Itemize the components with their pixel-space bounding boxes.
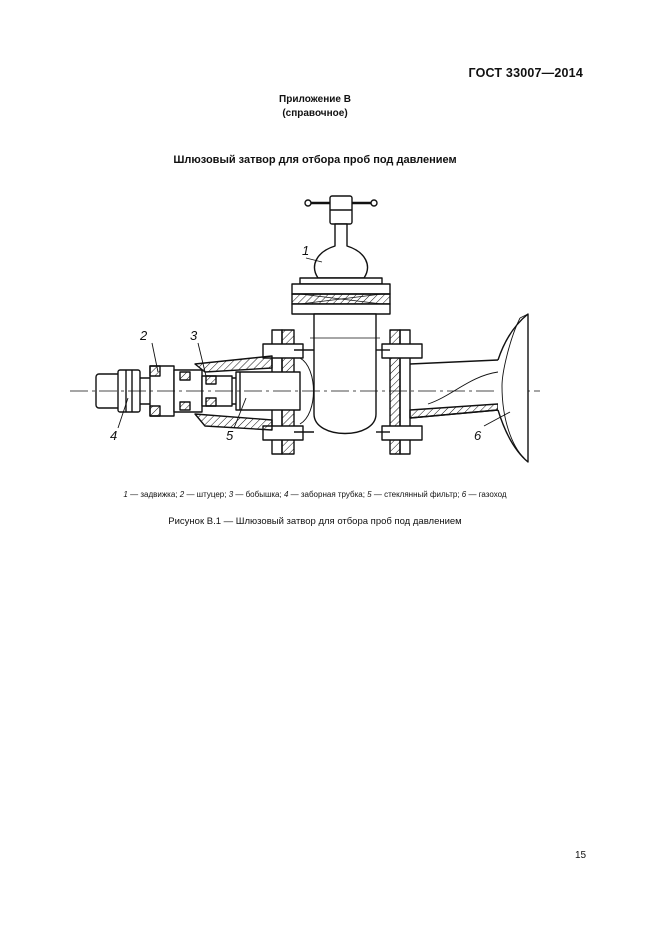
legend-num: 4 [283, 490, 289, 499]
appendix-type: (справочное) [282, 108, 348, 119]
gas-duct [410, 314, 528, 462]
legend-text: газоход [478, 490, 507, 499]
callout-1: 1 [302, 243, 310, 258]
legend-num: 6 [461, 490, 467, 499]
appendix-title: Приложение В [279, 94, 351, 105]
legend-num: 5 [367, 490, 372, 499]
legend-num: 2 [179, 490, 185, 499]
handwheel [305, 196, 377, 224]
callout-4: 4 [110, 428, 118, 443]
callout-2: 2 [140, 328, 148, 343]
legend-text: задвижка [140, 490, 176, 499]
callout-3: 3 [190, 328, 198, 343]
figure-caption: Рисунок В.1 — Шлюзовый затвор для отбора проб под давлением [168, 516, 462, 527]
section-title: Шлюзовый затвор для отбора проб под давлением [173, 154, 457, 166]
right-flange [376, 330, 422, 454]
page-number: 15 [575, 850, 587, 861]
callout-5: 5 [226, 428, 234, 443]
legend-text: бобышка [245, 490, 280, 499]
legend-text: заборная трубка [300, 490, 363, 499]
valve-bonnet [292, 224, 390, 314]
boss [195, 356, 272, 372]
legend-num: 3 [228, 490, 234, 499]
callout-6: 6 [474, 428, 482, 443]
document-standard-number: ГОСТ 33007—2014 [468, 66, 583, 80]
legend-num: 1 [123, 490, 128, 499]
legend-text: стеклянный фильтр [384, 490, 458, 499]
legend-text: штуцер [196, 490, 225, 499]
figure-legend: 1 — задвижка; 2 — штуцер; 3 — бобышка; 4 — заборная трубка; 5 — стеклянный фильтр; 6 — газоход [123, 490, 507, 499]
valve-body [314, 314, 376, 434]
